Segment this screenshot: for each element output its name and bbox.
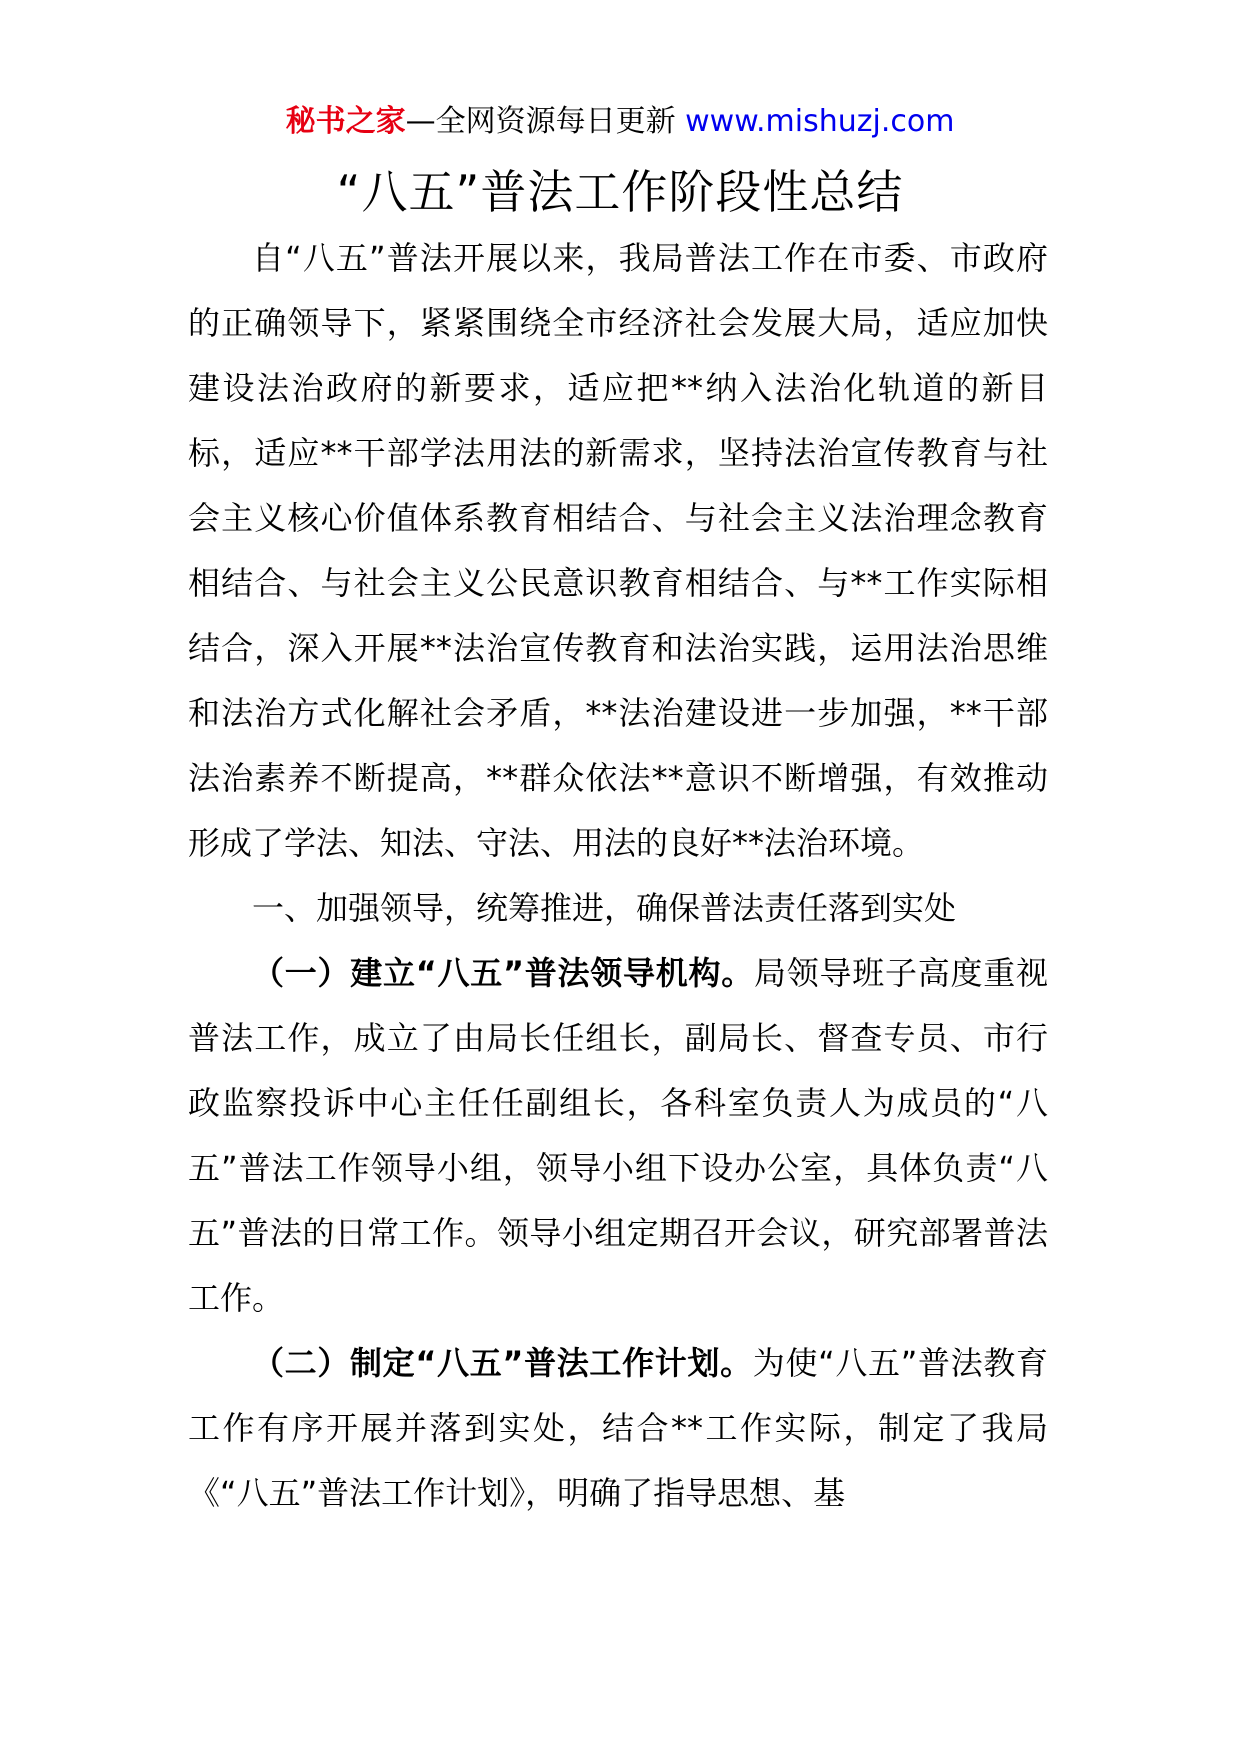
item-text: 为使“八五”普法教育工作有序开展并落到实处，结合**工作实际，制定了我局《“八五”普法工作计划》，明确了指导思想、基 [188, 1344, 1048, 1512]
item-lead: （二）制定“八五”普法工作计划。 [252, 1344, 753, 1382]
site-url-link[interactable]: www.mishuzj.com [685, 104, 955, 139]
item-paragraph [188, 1331, 1048, 1526]
item-paragraph [188, 941, 1048, 1331]
header-tagline: —全网资源每日更新 [405, 104, 686, 139]
item-text: 局领导班子高度重视普法工作，成立了由局长任组长，副局长、督查专员、市行政监察投诉中心主任任副组长，各科室负责人为成员的“八五”普法工作领导小组，领导小组下设办公室，具体负责“八五”普法的日常工作。领导小组定期召开会议，研究部署普法工作。 [188, 954, 1048, 1317]
document-title: “八五”普法工作阶段性总结 [336, 165, 904, 219]
brand-name: 秘书之家 [285, 104, 406, 139]
intro-paragraph: 自“八五”普法开展以来，我局普法工作在市委、市政府的正确领导下，紧紧围绕全市经济社会发展大局，适应加快建设法治政府的新要求，适应把**纳入法治化轨道的新目标，适应**干部学法用法的新需求，坚持法治宣传教育与社会主义核心价值体系教育相结合、与社会主义法治理念教育相结合、与社会主义公民意识教育相结合、与**工作实际相结合，深入开展**法治宣传教育和法治实践，运用法治思维和法治方式化解社会矛盾，**法治建设进一步加强，**干部法治素养不断提高，**群众依法**意识不断增强，有效推动形成了学法、知法、守法、用法的良好**法治环境。 [188, 239, 1048, 862]
section-heading: 一、加强领导，统筹推进，确保普法责任落到实处 [252, 889, 957, 927]
document-body [188, 226, 1048, 1526]
item-lead: （一）建立“八五”普法领导机构。 [252, 954, 755, 992]
site-header [0, 100, 1240, 144]
